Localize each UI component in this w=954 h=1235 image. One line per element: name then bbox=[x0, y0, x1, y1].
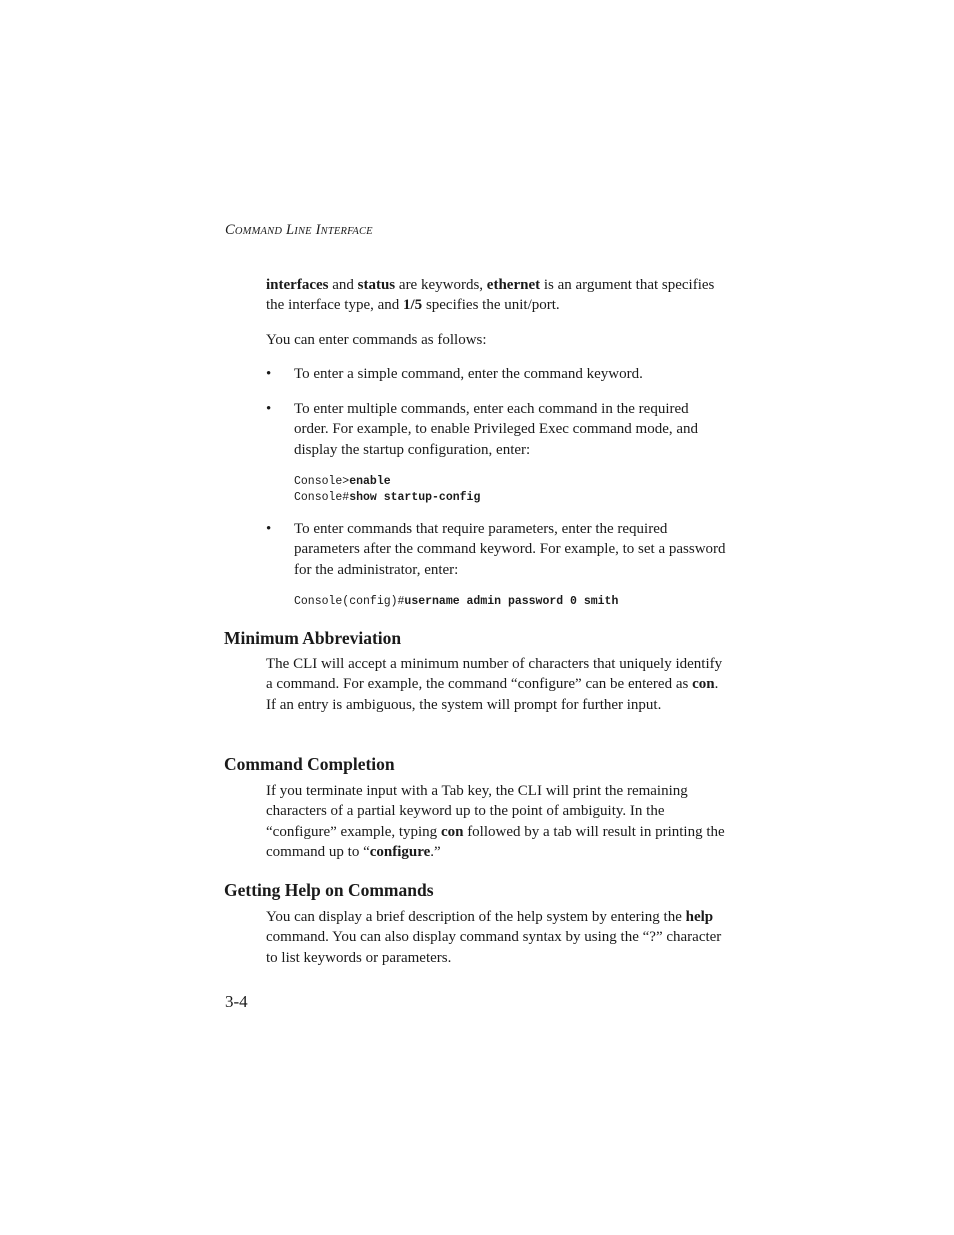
bullet-icon: • bbox=[266, 366, 272, 382]
running-header: COMMAND LINE INTERFACE bbox=[225, 222, 373, 238]
intro-paragraph: interfaces and status are keywords, ethernet is an argument that specifies the interface type, and 1/5 specifies the unit/port. bbox=[266, 277, 715, 314]
section-paragraph: If you terminate input with a Tab key, the CLI will print the remaining characters of a partial keyword up to the point of ambiguity. In the “configure” example, typing con followed by a tab will result in printing the command up to “configure.” bbox=[266, 783, 725, 861]
section-paragraph: The CLI will accept a minimum number of characters that uniquely identify a command. For example, the command “configure” can be entered as con. If an entry is ambiguous, the system will prompt for further input. bbox=[266, 656, 723, 713]
section-heading: Command Completion bbox=[224, 754, 395, 774]
code-block: Console>enable Console#show startup-config bbox=[294, 475, 481, 504]
enter-intro-paragraph: You can enter commands as follows: bbox=[266, 332, 487, 348]
section-heading: Getting Help on Commands bbox=[224, 880, 434, 900]
code-block: Console(config)#username admin password 0 smith bbox=[294, 595, 619, 608]
page-number: 3-4 bbox=[225, 992, 248, 1011]
bullet-icon: • bbox=[266, 401, 272, 417]
bullet-icon: • bbox=[266, 521, 272, 537]
section-paragraph: You can display a brief description of the help system by entering the help command. You can also display command syntax by using the “?” character to list keywords or parameters. bbox=[266, 909, 722, 966]
section-heading: Minimum Abbreviation bbox=[224, 628, 402, 648]
